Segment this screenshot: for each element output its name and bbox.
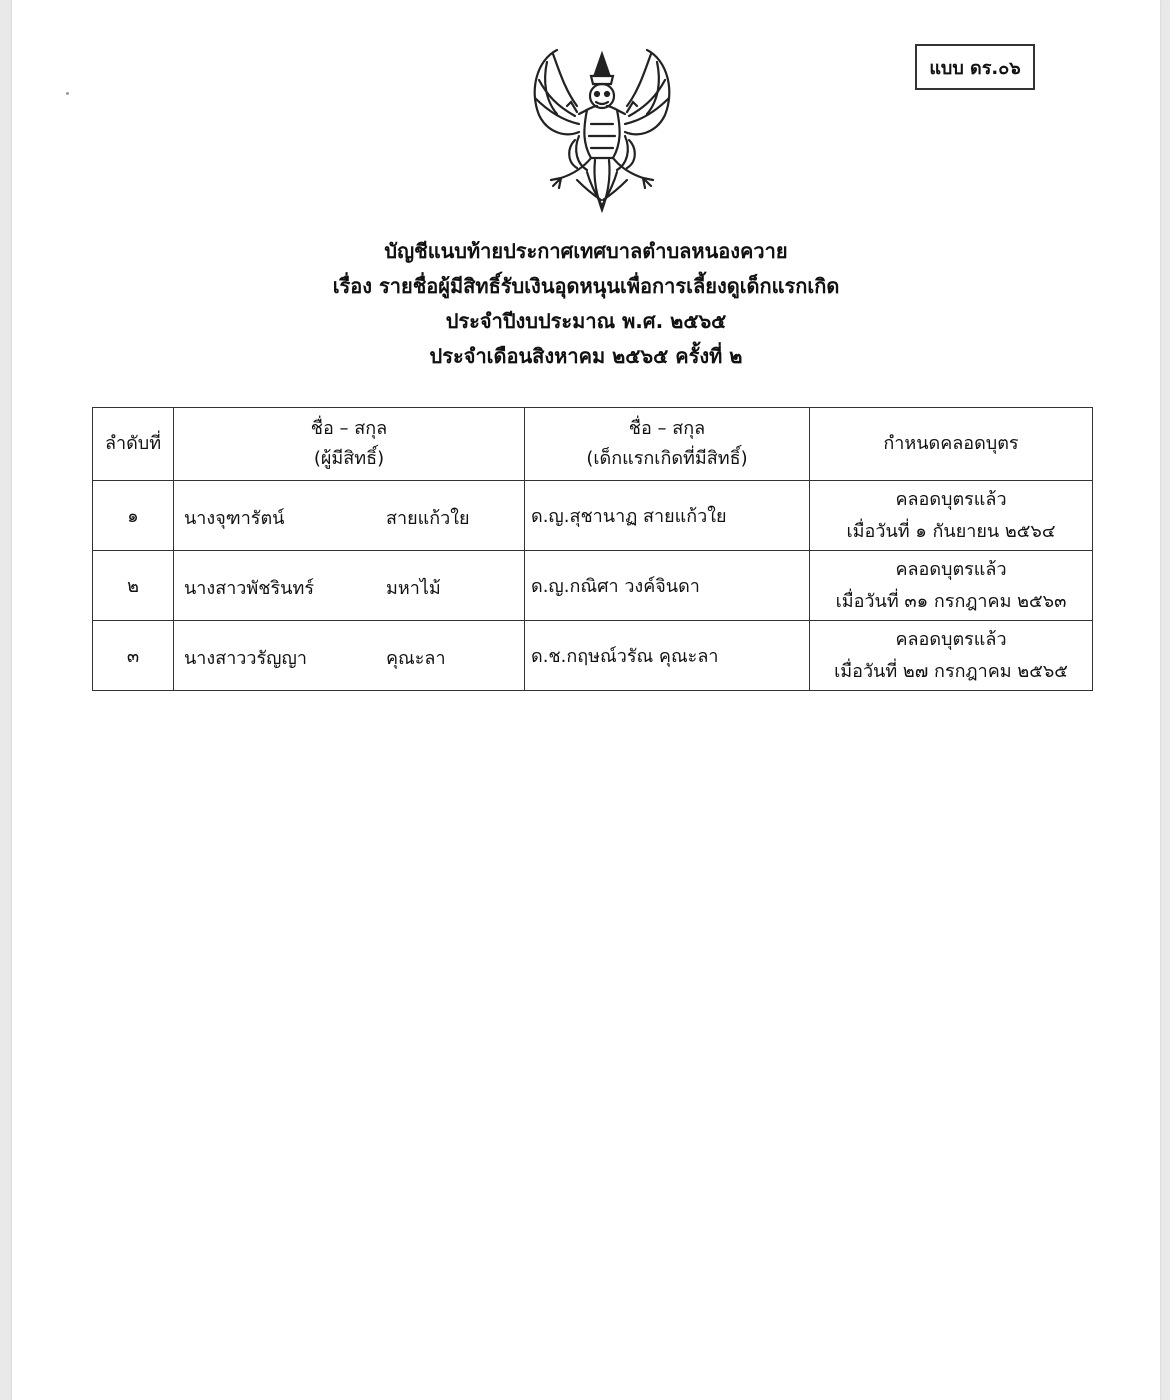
row-child: ด.ญ.กณิศา วงค์จินดา [525,551,810,621]
header-parent [174,408,525,481]
form-code-box [915,44,1035,90]
scan-artifact [66,92,69,95]
heading-line-2: เรื่อง รายชื่อผู้มีสิทธิ์รับเงินอุดหนุนเพื่อการเลี้ยงดูเด็กแรกเกิด [332,274,840,298]
header-parent-line1: ชื่อ – สกุล [310,418,388,439]
heading-line-4: ประจำเดือนสิงหาคม ๒๕๖๕ ครั้งที่ ๒ [429,344,743,368]
header-birth-label: กำหนดคลอดบุตร [883,433,1019,454]
row-birth [810,621,1093,691]
birth-date: เมื่อวันที่ ๒๗ กรกฎาคม ๒๕๖๕ [834,660,1068,682]
heading-line-3: ประจำปีงบประมาณ พ.ศ. ๒๕๖๕ [445,309,727,333]
parent-first-name: นางสาวพัชรินทร์ [184,578,314,599]
form-code-label: แบบ ดร.๐๖ [929,57,1021,79]
row-no: ๑ [93,481,174,551]
header-birth [810,408,1093,481]
row-parent [174,481,525,551]
row-birth [810,481,1093,551]
header-child-line1: ชื่อ – สกุล [628,418,706,439]
row-birth [810,551,1093,621]
birth-status: คลอดบุตรแล้ว [895,628,1007,650]
parent-first-name: นางสาววรัญญา [184,648,307,669]
parent-last-name: สายแก้วใย [386,508,470,529]
birth-status: คลอดบุตรแล้ว [895,488,1007,510]
header-child-line2: (เด็กแรกเกิดที่มีสิทธิ์) [586,448,748,469]
parent-last-name: มหาไม้ [386,578,441,599]
row-child: ด.ญ.สุชานาฏ สายแก้วใย [525,481,810,551]
birth-date: เมื่อวันที่ ๑ กันยายน ๒๕๖๔ [846,520,1056,542]
row-no: ๒ [93,551,174,621]
garuda-emblem-icon [517,40,687,216]
row-parent [174,551,525,621]
header-no-label: ลำดับที่ [104,433,162,454]
header-no [93,408,174,481]
row-parent [174,621,525,691]
header-parent-line2: (ผู้มีสิทธิ์) [313,448,385,469]
table-header-row [93,408,1093,481]
beneficiary-table [92,407,1093,691]
table-row [93,551,1093,621]
table-row [93,481,1093,551]
row-no: ๓ [93,621,174,691]
table-row [93,621,1093,691]
row-child: ด.ช.กฤษณ์วรัณ คุณะลา [525,621,810,691]
document-heading [12,234,1160,374]
birth-status: คลอดบุตรแล้ว [895,558,1007,580]
heading-line-1: บัญชีแนบท้ายประกาศเทศบาลตำบลหนองควาย [384,239,788,263]
header-child [525,408,810,481]
parent-first-name: นางจุฑารัตน์ [184,508,285,529]
parent-last-name: คุณะลา [386,648,446,669]
document-page [12,0,1160,1400]
birth-date: เมื่อวันที่ ๓๑ กรกฎาคม ๒๕๖๓ [835,590,1067,612]
